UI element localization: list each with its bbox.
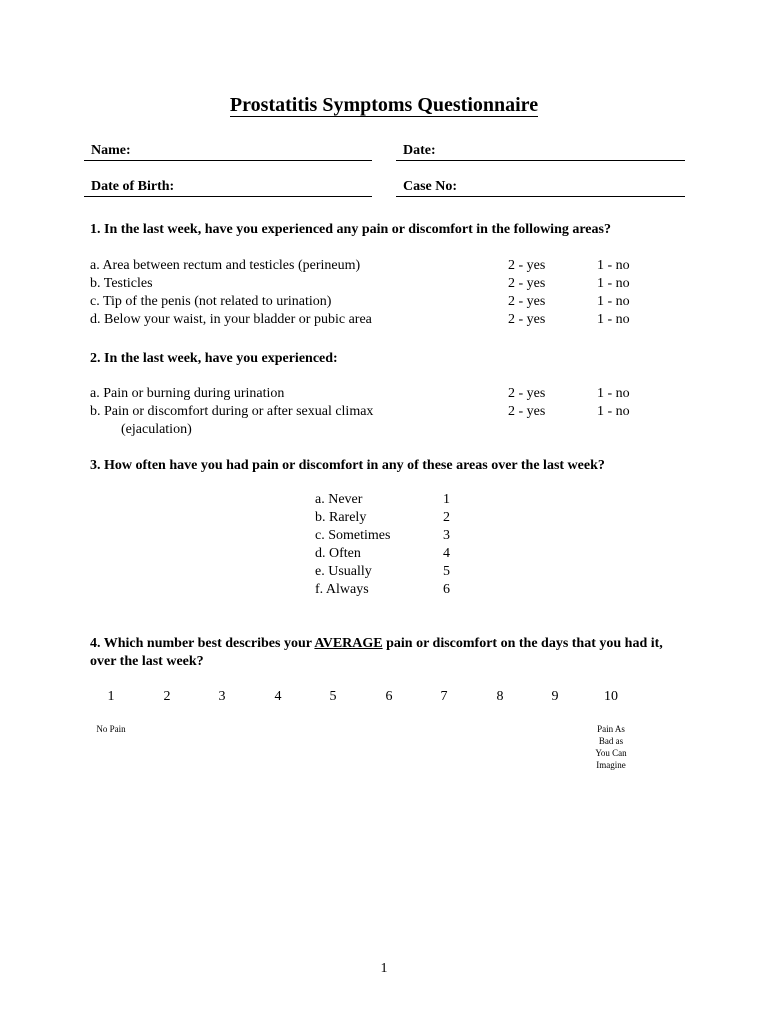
no-option[interactable]: 1 - no [597, 386, 630, 401]
option-label: e. Usually [315, 564, 372, 579]
q2-item-b [90, 403, 690, 421]
q4-text-pre: 4. Which number best describes your [90, 636, 315, 651]
question-3: 3. How often have you had pain or discomfort in any of these areas over the last week? [90, 458, 605, 473]
q1-item-label: d. Below your waist, in your bladder or pubic area [90, 312, 372, 327]
page-number: 1 [380, 961, 388, 976]
yes-option[interactable]: 2 - yes [508, 404, 546, 419]
date-field[interactable] [396, 143, 685, 161]
option-label: f. Always [315, 582, 369, 597]
scale-option-4[interactable]: 4 [274, 689, 282, 704]
q3-option-never[interactable] [315, 491, 475, 509]
scale-high-line: Pain As [597, 724, 625, 734]
q1-item-c [90, 293, 690, 311]
q1-item-b [90, 275, 690, 293]
dob-label: Date of Birth: [91, 179, 175, 194]
scale-option-5[interactable]: 5 [329, 689, 337, 704]
case-no-label: Case No: [403, 179, 458, 194]
dob-field[interactable] [84, 179, 372, 197]
q1-item-label: c. Tip of the penis (not related to urination) [90, 294, 332, 309]
scale-option-9[interactable]: 9 [551, 689, 559, 704]
question-4 [90, 635, 690, 671]
name-label: Name: [91, 143, 131, 158]
page-title [0, 92, 768, 118]
q3-option-often[interactable] [315, 545, 475, 563]
no-option[interactable]: 1 - no [597, 294, 630, 309]
q1-item-label: b. Testicles [90, 276, 153, 291]
no-option[interactable]: 1 - no [597, 312, 630, 327]
q1-item-label: a. Area between rectum and testicles (perineum) [90, 258, 361, 273]
q3-option-rarely[interactable] [315, 509, 475, 527]
q1-item-a [90, 257, 690, 275]
option-label: b. Rarely [315, 510, 367, 525]
option-label: a. Never [315, 492, 363, 507]
q4-text-post: pain or discomfort on the days that you had it, over the last week? [90, 636, 663, 669]
yes-option[interactable]: 2 - yes [508, 386, 546, 401]
no-option[interactable]: 1 - no [597, 404, 630, 419]
question-2: 2. In the last week, have you experienced: [90, 351, 338, 366]
scale-high-label [581, 723, 641, 771]
q3-option-usually[interactable] [315, 563, 475, 581]
title-text: Prostatitis Symptoms Questionnaire [229, 94, 539, 116]
option-value: 1 [443, 492, 450, 507]
option-value: 3 [443, 528, 450, 543]
option-value: 4 [443, 546, 450, 561]
scale-option-6[interactable]: 6 [385, 689, 393, 704]
q3-option-sometimes[interactable] [315, 527, 475, 545]
scale-option-7[interactable]: 7 [440, 689, 448, 704]
yes-option[interactable]: 2 - yes [508, 258, 546, 273]
question-1: 1. In the last week, have you experienced any pain or discomfort in the following areas? [90, 222, 611, 237]
yes-option[interactable]: 2 - yes [508, 312, 546, 327]
name-field[interactable] [84, 143, 372, 161]
no-option[interactable]: 1 - no [597, 276, 630, 291]
option-value: 2 [443, 510, 450, 525]
pain-scale [0, 688, 768, 706]
yes-option[interactable]: 2 - yes [508, 276, 546, 291]
date-label: Date: [403, 143, 436, 158]
q4-emphasis: AVERAGE [314, 636, 383, 651]
scale-high-line: Bad as [598, 736, 624, 746]
scale-option-1[interactable]: 1 [107, 689, 115, 704]
option-label: c. Sometimes [315, 528, 391, 543]
yes-option[interactable]: 2 - yes [508, 294, 546, 309]
q1-item-d [90, 311, 690, 329]
q2-item-a [90, 385, 690, 403]
option-value: 5 [443, 564, 450, 579]
q2-item-b-continuation: (ejaculation) [121, 422, 192, 437]
scale-high-line: You Can [595, 748, 627, 758]
scale-option-10[interactable]: 10 [604, 689, 618, 704]
option-label: d. Often [315, 546, 361, 561]
option-value: 6 [443, 582, 450, 597]
scale-option-2[interactable]: 2 [163, 689, 171, 704]
scale-high-line: Imagine [596, 760, 626, 770]
q3-option-always[interactable] [315, 581, 475, 599]
case-no-field[interactable] [396, 179, 685, 197]
no-option[interactable]: 1 - no [597, 258, 630, 273]
q2-item-label: a. Pain or burning during urination [90, 386, 285, 401]
q2-item-label: b. Pain or discomfort during or after sexual climax [90, 404, 374, 419]
scale-low-label: No Pain [96, 724, 126, 734]
scale-option-3[interactable]: 3 [218, 689, 226, 704]
scale-option-8[interactable]: 8 [496, 689, 504, 704]
